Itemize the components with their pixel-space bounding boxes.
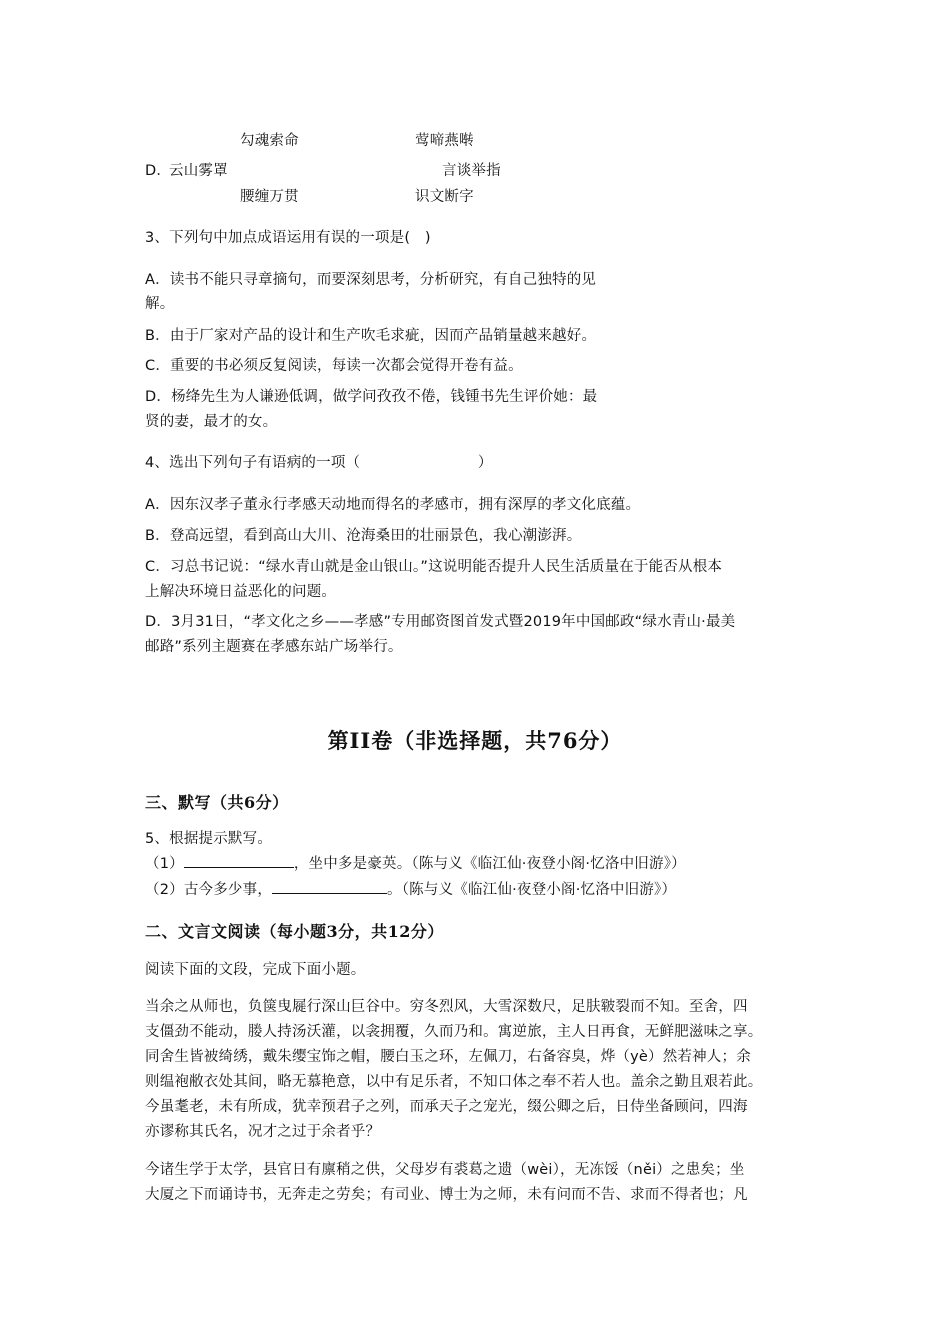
q3-option-d-line2: 贤的妻，最才的女。: [145, 414, 278, 430]
q4-option-d-line1: D．3月31日，“孝文化之乡——孝感”专用邮资图首发式暨2019年中国邮政“绿水青山·最美: [145, 614, 736, 630]
q5-item-2-answer-blank[interactable]: [272, 879, 387, 894]
passage-p1-line: 亦谬称其氏名，况才之过于余者乎？: [145, 1124, 381, 1140]
section-2-heading: 二、文言文阅读（每小题3分，共12分）: [145, 922, 444, 941]
q2-option-d-idiom-3: 腰缠万贯: [240, 189, 299, 205]
q5-item-1-number: （1）: [145, 856, 184, 872]
q3-option-d-line1: D．杨绛先生为人谦逊低调，做学问孜孜不倦，钱锺书先生评价她：最: [145, 389, 598, 405]
q3-option-c: C．重要的书必须反复阅读，每读一次都会觉得开卷有益。: [145, 358, 523, 374]
q3-option-a-line1: A．读书不能只寻章摘句，而要深刻思考，分析研究，有自己独特的见: [145, 272, 597, 288]
q5-item-2-text-after: 。（陈与义《临江仙·夜登小阁·忆洛中旧游》）: [387, 882, 677, 898]
passage-p1-line: 则缊袍敝衣处其间，略无慕艳意，以中有足乐者，不知口体之奉不若人也。盖余之勤且艰若此。: [145, 1074, 763, 1090]
q2-option-c-idiom-4: 莺啼燕啭: [415, 133, 474, 149]
q2-option-c-idiom-3: 勾魂索命: [240, 133, 299, 149]
q4-option-c-line1: C．习总书记说：“绿水青山就是金山银山。”这说明能否提升人民生活质量在于能否从根本: [145, 559, 723, 575]
q5-item-2: [145, 879, 676, 900]
q3-option-a-line2: 解。: [145, 296, 175, 312]
q4-option-c-line2: 上解决环境日益恶化的问题。: [145, 584, 337, 600]
q2-option-d-label: D．: [145, 163, 172, 179]
passage-p2-line: 今诸生学于太学，县官日有廪稍之供，父母岁有裘葛之遗（wèi），无冻馁（něi）之患矣；坐: [145, 1162, 745, 1178]
q2-option-d-idiom-4: 识文断字: [415, 189, 474, 205]
passage-p1-line: 今虽耄老，未有所成，犹幸预君子之列，而承天子之宠光，缀公卿之后，日侍坐备顾问，四海: [145, 1099, 748, 1115]
part-ii-title: 第II卷（非选择题，共76分）: [327, 728, 623, 753]
q4-option-b: B．登高远望，看到高山大川、沧海桑田的壮丽景色，我心潮澎湃。: [145, 528, 582, 544]
passage-p2-line: 大厦之下而诵诗书，无奔走之劳矣；有司业、博士为之师，未有问而不告、求而不得者也；凡: [145, 1187, 748, 1203]
section-3-heading: 三、默写（共6分）: [145, 793, 289, 812]
q3-stem: 3、下列句中加点成语运用有误的一项是( ): [145, 230, 431, 246]
passage-p1-line: 同舍生皆被绮绣，戴朱缨宝饰之帽，腰白玉之环，左佩刀，右备容臭，烨（yè）然若神人；余: [145, 1049, 751, 1065]
q5-item-1-answer-blank[interactable]: [184, 853, 294, 868]
q4-option-a: A．因东汉孝子董永行孝感天动地而得名的孝感市，拥有深厚的孝文化底蕴。: [145, 497, 641, 513]
q2-option-d-idiom-1: 云山雾罩: [169, 163, 228, 179]
reading-instruction: 阅读下面的文段，完成下面小题。: [145, 962, 366, 978]
q2-option-d-idiom-2: 言谈举指: [442, 163, 501, 179]
q5-item-1: [145, 853, 686, 874]
q5-stem: 5、根据提示默写。: [145, 831, 273, 847]
q4-option-d-line2: 邮路”系列主题赛在孝感东站广场举行。: [145, 639, 403, 655]
passage-p1-line: 支僵劲不能动，媵人持汤沃灌，以衾拥覆，久而乃和。寓逆旅，主人日再食，无鲜肥滋味之享。: [145, 1024, 763, 1040]
q5-item-1-text: ，坐中多是豪英。（陈与义《临江仙·夜登小阁·忆洛中旧游》）: [293, 856, 686, 872]
passage-p1-line: 当余之从师也，负箧曳屣行深山巨谷中。穷冬烈风，大雪深数尺，足肤皲裂而不知。至舍，四: [145, 999, 748, 1015]
q4-stem: 4、选出下列句子有语病的一项（ ）: [145, 455, 493, 471]
q5-item-2-text-before: （2）古今多少事，: [145, 882, 273, 898]
q3-option-b: B．由于厂家对产品的设计和生产吹毛求疵，因而产品销量越来越好。: [145, 328, 597, 344]
